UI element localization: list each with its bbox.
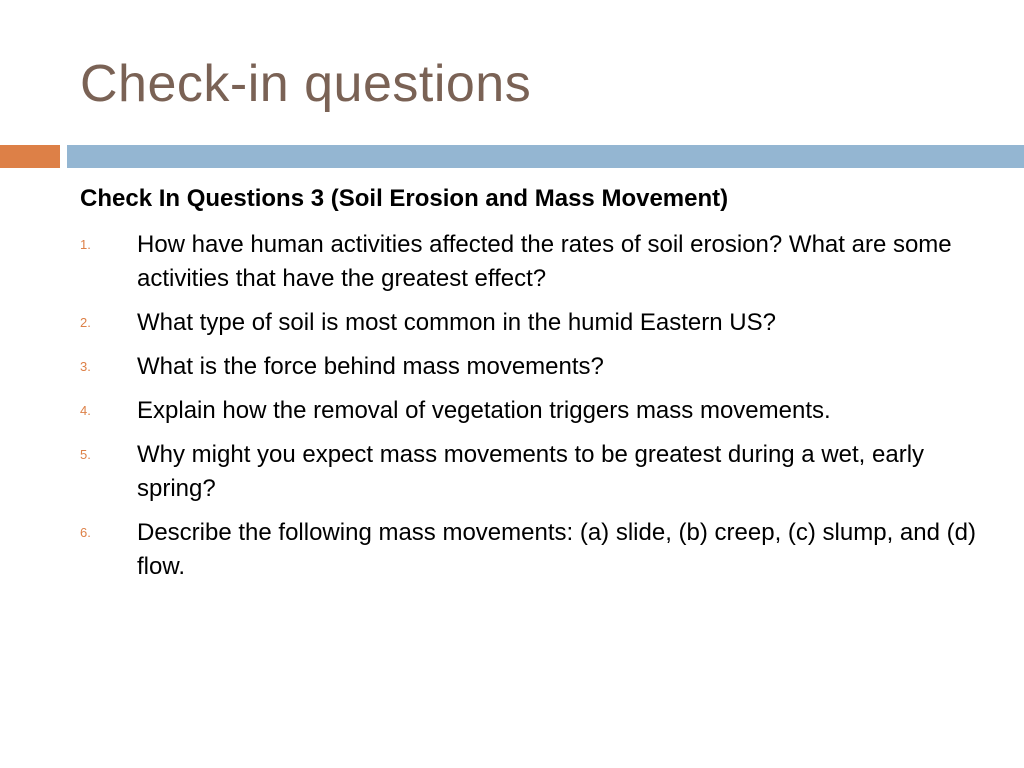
question-text: What type of soil is most common in the humid Eastern US? [137,309,776,336]
question-item [0,394,1024,428]
slide-title: Check-in questions [80,55,532,113]
question-number: 4. [80,403,91,418]
question-text: How have human activities affected the rates of soil erosion? What are some activities that have the greatest effect? [137,231,952,292]
question-item [0,516,1024,584]
question-text: Explain how the removal of vegetation triggers mass movements. [137,397,831,424]
question-item [0,350,1024,384]
question-item [0,306,1024,340]
question-item [0,438,1024,506]
question-text: Describe the following mass movements: (a) slide, (b) creep, (c) slump, and (d) flow. [137,519,976,580]
question-number: 5. [80,447,91,462]
question-list [0,228,1024,594]
question-number: 1. [80,237,91,252]
accent-bar-orange [0,145,60,168]
question-text: Why might you expect mass movements to be greatest during a wet, early spring? [137,441,925,502]
question-number: 2. [80,315,91,330]
question-item [0,228,1024,296]
accent-bar-blue [67,145,1024,168]
subheading: Check In Questions 3 (Soil Erosion and Mass Movement) [80,185,729,212]
question-number: 3. [80,359,91,374]
question-text: What is the force behind mass movements? [137,353,604,380]
question-number: 6. [80,525,91,540]
